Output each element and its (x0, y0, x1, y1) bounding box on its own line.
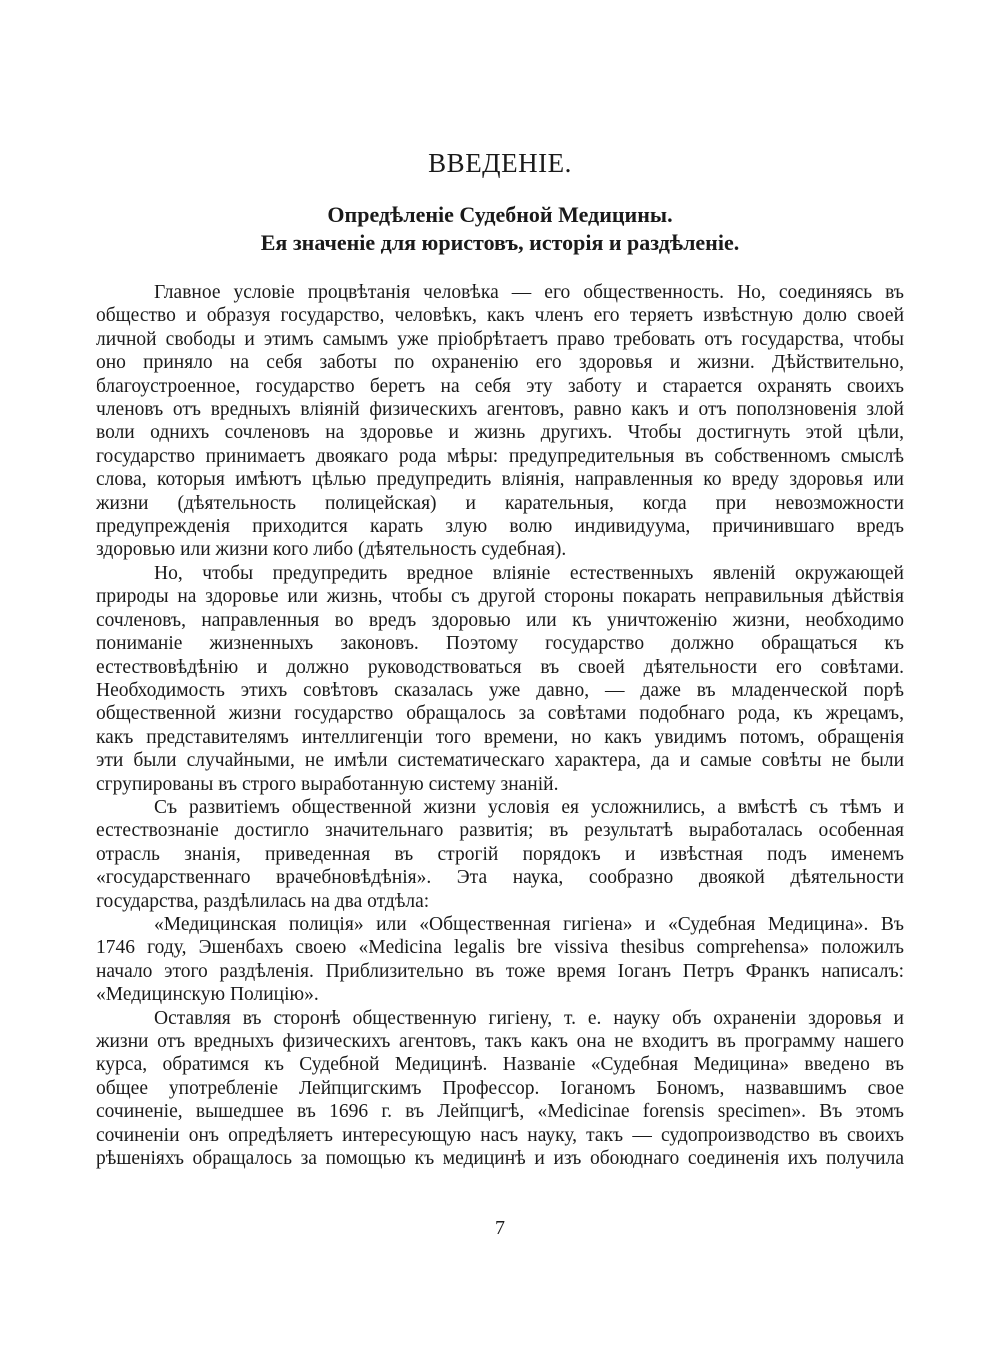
text-line: членовъ отъ вредныхъ вліяній физическихъ агентовъ, равно какъ и отъ поползновенія злой (96, 399, 904, 421)
text-line: воли однихъ сочленовъ на здоровье и жизнь другихъ. Чтобы достигнуть этой цѣли, (96, 422, 904, 444)
text-line: благоустроенное, государство беретъ на себя эту заботу и старается охранять своихъ (96, 375, 904, 397)
text-line: природы на здоровье или жизнь, чтобы съ другой стороны покарать неправильныя дѣйствія (96, 586, 904, 608)
text-line: личной свободы и этимъ самымъ уже пріобрѣтаетъ право требовать отъ государства, чтобы (96, 328, 904, 350)
text-line: курса, обратимся къ Судебной Медицинѣ. Названіе «Судебная Медицина» введено въ (96, 1054, 904, 1076)
text-line: жизни отъ вредныхъ физическихъ агентовъ, такъ какъ она не входитъ въ программу нашего (96, 1031, 904, 1052)
text-line: эти были случайными, не имѣли систематическаго характера, да и самые совѣты не были (96, 750, 904, 772)
text-line: государство принимаетъ двоякаго рода мѣры: предупредительныя въ собственномъ смыслѣ (96, 445, 904, 467)
text-line: Необходимость этихъ совѣтовъ сказалась уже давно, — даже въ младенческой порѣ (96, 679, 904, 701)
text-line: предупрежденія приходится карать злую волю индивидуума, причинившаго вредъ (96, 516, 904, 538)
text-line: «Медицинскую Полицію». (96, 984, 319, 1006)
text-line: оно приняло на себя заботы по охраненію его здоровья и жизни. Дѣйствительно, (96, 352, 904, 374)
text-line: Главное условіе процвѣтанія человѣка — его общественность. Но, соединяясь въ (154, 282, 904, 303)
text-line: здоровью или жизни кого либо (дѣятельность судебная). (96, 539, 567, 561)
text-line: Съ развитіемъ общественной жизни условія ея усложнились, а вмѣстѣ съ тѣмъ и (154, 796, 904, 818)
text-line: общественной жизни государство обращалось за совѣтами подобнаго рода, къ жрецамъ, (96, 703, 904, 725)
text-line: рѣшеніяхъ обращалось за помощью къ медицинѣ и изъ обоюднаго соединенія ихъ получила (96, 1148, 904, 1170)
text-line: сгрупированы въ строго выработанную систему знаній. (96, 773, 559, 795)
body-text (96, 281, 904, 1170)
paragraph (96, 913, 904, 1007)
page-number: 7 (495, 1217, 505, 1239)
text-line: начало этого раздѣленія. Приблизительно въ тоже время Іоганъ Петръ Франкъ написалъ: (96, 960, 904, 982)
paragraph (96, 1007, 904, 1171)
text-line: 1746 году, Эшенбахъ своею «Medicina legalis bre vissiva thesibus comprehensa» положилъ (96, 937, 904, 959)
text-line: отрасль знанія, приведенная въ строгій порядокъ и извѣстная подъ именемъ (96, 843, 904, 865)
paragraph (96, 562, 904, 796)
text-line: сочленовъ, направленныя во вредъ здоровью или къ уничтоженію жизни, необходимо (96, 609, 904, 631)
section-subtitle-line-2: Ея значеніе для юристовъ, исторія и раздѣленіе. (260, 230, 740, 255)
text-line: государства, раздѣлилась на два отдѣла: (96, 890, 430, 912)
text-line: общество и образуя государство, человѣкъ, какъ членъ его теряетъ извѣстную долю своей (96, 305, 904, 327)
text-line: пониманіе жизненныхъ законовъ. Поэтому государство должно обращаться къ (96, 633, 904, 655)
text-line: естествознаніе достигло значительнаго развитія; въ результатѣ выработалась особенная (96, 820, 904, 842)
section-subtitle-line-1: Опредѣленіе Судебной Медицины. (327, 202, 673, 227)
text-line: естествовѣдѣнію и должно руководствоваться въ своей дѣятельности его совѣтами. (96, 656, 904, 678)
text-line: жизни (дѣятельность полицейская) и карательныя, когда при невозможности (96, 492, 904, 514)
text-line: Но, чтобы предупредить вредное вліяніе естественныхъ явленій окружающей (154, 562, 904, 584)
text-line: сочиненіе, вышедшее въ 1696 г. въ Лейпцигѣ, «Medicinae forensis specimen». Въ этомъ (96, 1101, 904, 1123)
text-line: «Медицинская полиція» или «Общественная гигіена» и «Судебная Медицина». Въ (154, 913, 904, 935)
text-line: «государственнаго врачебновѣдѣнія». Эта наука, сообразно двоякой дѣятельности (96, 867, 904, 889)
text-line: общее употребленіе Лейпцигскимъ Профессор. Іоганомъ Бономъ, назвавшимъ свое (96, 1077, 904, 1099)
paragraph (96, 281, 904, 562)
chapter-title: ВВЕДЕНІЕ. (428, 148, 572, 178)
paragraph (96, 796, 904, 913)
text-line: слова, которыя имѣютъ цѣлью предупредить вліянія, направленныя ко вреду здоровья или (96, 469, 904, 491)
text-line: Оставляя въ сторонѣ общественную гигіену, т. е. науку объ охраненіи здоровья и (154, 1007, 904, 1029)
text-line: сочиненіи онъ опредѣляетъ интересующую насъ науку, такъ — судопроизводство въ своихъ (96, 1124, 904, 1146)
text-line: какъ представителямъ интеллигенціи того времени, но какъ увидимъ потомъ, обращенія (96, 726, 904, 748)
